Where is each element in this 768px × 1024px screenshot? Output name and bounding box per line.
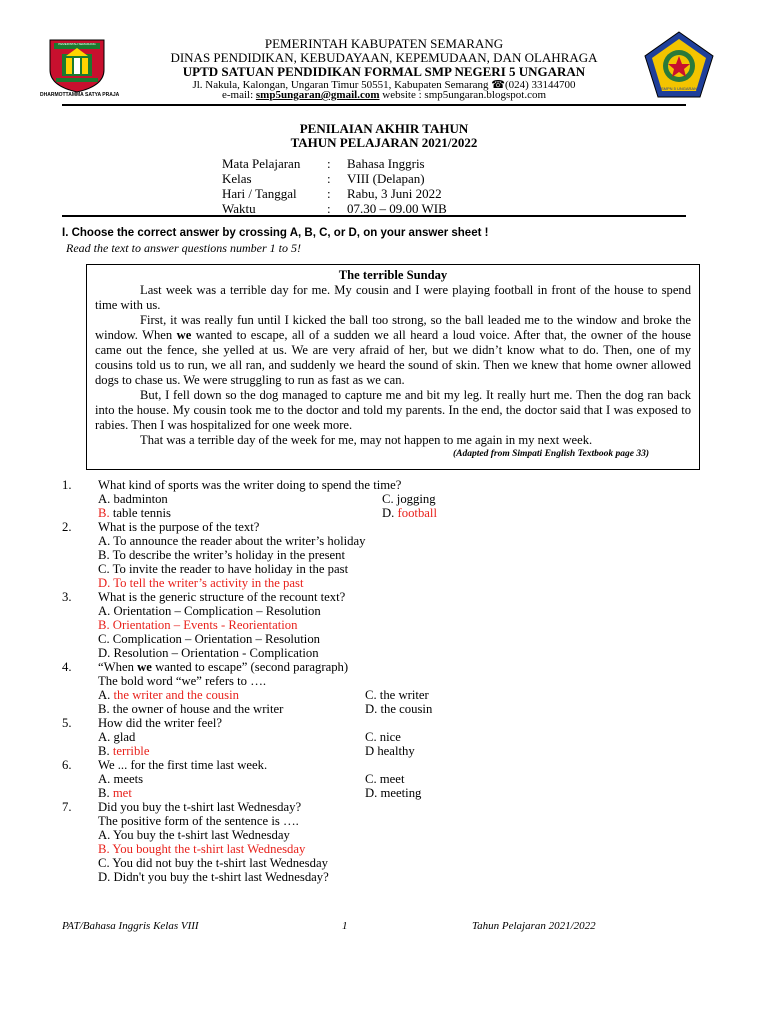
passage-paragraph-4: That was a terrible day of the week for me, may not happen to me again in my next week. [140, 433, 593, 447]
question-text [98, 660, 348, 674]
info-value: Bahasa Inggris [347, 156, 425, 171]
info-sep: : [327, 171, 331, 186]
option-c[interactable]: C. the writer [365, 688, 429, 702]
right-logo-text: SMPN 5 UNGARAN [660, 86, 697, 91]
option-row [62, 604, 682, 618]
info-row-date [222, 186, 447, 201]
option-a-correct[interactable] [98, 688, 239, 702]
passage-text-run: wanted to escape, all of a sudden we all heard a loud voice. After that, the owner of the house came out the fence, she yelled at us. We are very afraid of her, but we didn’t know what to do. Then, one of my cousins told us to run, we all ran, and suddenly we heard the sound of skin. Then we knew that home owner allowed dogs to chase us. We were struggling to run as fast as we can. [95, 328, 691, 387]
option-row [62, 828, 682, 842]
question-bold-we: we [137, 660, 152, 674]
question-number: 7. [62, 800, 72, 814]
option-row [62, 786, 682, 800]
option-row [62, 632, 682, 646]
question-number: 6. [62, 758, 72, 772]
question-text: Did you buy the t-shirt last Wednesday? [98, 800, 302, 814]
passage-title: The terrible Sunday [338, 268, 448, 282]
option-row [62, 842, 682, 856]
info-value: 07.30 – 09.00 WIB [347, 201, 447, 216]
option-a[interactable]: A. To announce the reader about the writer’s holiday [98, 534, 366, 548]
option-d[interactable]: D. meeting [365, 786, 422, 800]
option-letter: A. [98, 688, 114, 702]
left-logo-motto: DHARMOTTAMMA SATYA PRAJA [40, 92, 120, 98]
footer-left: PAT/Bahasa Inggris Kelas VIII [62, 920, 199, 932]
option-c[interactable]: C. jogging [382, 492, 436, 506]
option-c[interactable]: C. meet [365, 772, 405, 786]
question-3 [62, 590, 682, 604]
question-text: The bold word “we” refers to …. [98, 674, 267, 688]
option-text: football [397, 506, 437, 520]
option-row [62, 870, 682, 884]
question-number: 5. [62, 716, 72, 730]
question-number: 3. [62, 590, 72, 604]
passage-paragraph-3: But, I fell down so the dog managed to capture me and bit my leg. It really hurt me. Then the dog ran back into the house. My cousin took me to the doctor and told my parents. In the end, the doctor said that I was exposed to rabies. Then I was hospitalized for one week more. [95, 388, 691, 432]
question-list [62, 478, 682, 884]
option-letter: B. [98, 786, 113, 800]
question-text: What is the purpose of the text? [98, 520, 260, 534]
info-key: Mata Pelajaran [222, 156, 301, 171]
header-divider [62, 104, 686, 106]
header-school-name: UPTD SATUAN PENDIDIKAN FORMAL SMP NEGERI 5 UNGARAN [182, 64, 586, 79]
option-letter: D. [382, 506, 398, 520]
passage-text [95, 268, 691, 460]
instruction-main: I. Choose the correct answer by crossing A, B, C, or D, on your answer sheet ! [62, 227, 489, 239]
option-row [62, 576, 682, 590]
question-text: The positive form of the sentence is …. [98, 814, 299, 828]
website-text: website : smp5ungaran.blogspot.com [379, 89, 547, 101]
option-row [62, 856, 682, 870]
info-key: Hari / Tanggal [222, 186, 297, 201]
passage-bold-we: we [176, 328, 192, 342]
option-letter: B. [98, 506, 110, 520]
left-logo-banner: PEMERINTAH SEMARANG [58, 42, 96, 46]
question-6 [62, 758, 682, 772]
email-link[interactable]: smp5ungaran@gmail.com [255, 89, 380, 101]
option-d[interactable]: D. Didn't you buy the t-shirt last Wednesday? [98, 870, 329, 884]
question-number: 4. [62, 660, 72, 674]
question-text-line [62, 674, 682, 688]
exam-title: PENILAIAN AKHIR TAHUN [299, 121, 469, 136]
option-a[interactable]: A. Orientation – Complication – Resolution [98, 604, 321, 618]
header-government: PEMERINTAH KABUPATEN SEMARANG [264, 36, 504, 51]
question-1-options-row-2 [62, 506, 682, 520]
header-contact [134, 89, 634, 101]
passage-source: (Adapted from Simpati English Textbook page 33) [453, 449, 649, 459]
option-b-correct[interactable]: B. Orientation – Events - Reorientation [98, 618, 298, 632]
info-sep: : [327, 186, 331, 201]
option-d-correct[interactable] [382, 506, 437, 520]
question-text-line [62, 814, 682, 828]
option-row [62, 646, 682, 660]
question-2 [62, 520, 682, 534]
option-c[interactable]: C. You did not buy the t-shirt last Wednesday [98, 856, 328, 870]
exam-year: TAHUN PELAJARAN 2021/2022 [290, 135, 478, 150]
option-text: met [112, 786, 132, 800]
option-row [62, 702, 682, 716]
option-row [62, 772, 682, 786]
header-department: DINAS PENDIDIKAN, KEBUDAYAAN, KEPEMUDAAN, DAN OLAHRAGA [170, 50, 598, 65]
option-d[interactable]: D healthy [365, 744, 415, 758]
question-text: What is the generic structure of the recount text? [98, 590, 346, 604]
info-value: VIII (Delapan) [347, 171, 425, 186]
instruction-sub: Read the text to answer questions number 1 to 5! [66, 241, 301, 255]
option-b-correct[interactable] [98, 744, 149, 758]
question-text: We ... for the first time last week. [98, 758, 268, 772]
option-row [62, 730, 682, 744]
option-a[interactable]: A. glad [98, 730, 136, 744]
info-sep: : [327, 201, 331, 216]
info-row-subject [222, 156, 447, 171]
option-d-correct[interactable]: D. To tell the writer’s activity in the past [98, 576, 304, 590]
option-text: the writer and the cousin [113, 688, 239, 702]
info-key: Kelas [222, 171, 252, 186]
option-row [62, 562, 682, 576]
option-b[interactable]: B. To describe the writer’s holiday in the present [98, 548, 346, 562]
option-text: terrible [112, 744, 150, 758]
option-row [62, 618, 682, 632]
option-c[interactable]: C. To invite the reader to have holiday in the past [98, 562, 349, 576]
option-letter: B. [98, 744, 113, 758]
option-b-correct[interactable] [98, 786, 132, 800]
question-1 [62, 478, 682, 492]
footer-right: Tahun Pelajaran 2021/2022 [472, 920, 596, 932]
option-c[interactable]: C. Complication – Orientation – Resolution [98, 632, 321, 646]
exam-info-table [222, 156, 447, 216]
question-text: How did the writer feel? [98, 716, 223, 730]
question-5 [62, 716, 682, 730]
option-b-correct[interactable]: B. You bought the t-shirt last Wednesday [98, 842, 306, 856]
option-a[interactable]: A. You buy the t-shirt last Wednesday [98, 828, 290, 842]
header-address: Jl. Nakula, Kalongan, Ungaran Timur 50551, Kabupaten Semarang ☎(024) 33144700 [192, 79, 576, 91]
option-row [62, 688, 682, 702]
question-number: 2. [62, 520, 72, 534]
info-value: Rabu, 3 Juni 2022 [347, 186, 442, 201]
question-text-run: “When [98, 660, 138, 674]
footer-page-number: 1 [342, 920, 348, 932]
option-c[interactable]: C. nice [365, 730, 401, 744]
info-row-time [222, 201, 447, 216]
question-1-options-row-1 [62, 492, 682, 506]
option-d[interactable]: D. the cousin [365, 702, 433, 716]
passage-paragraph-1: Last week was a terrible day for me. My cousin and I were playing football in front of the house to spend time with us. [95, 283, 691, 312]
option-row [62, 534, 682, 548]
option-d[interactable]: D. Resolution – Orientation - Complication [98, 646, 319, 660]
info-row-class [222, 171, 447, 186]
option-b[interactable]: B. the owner of house and the writer [98, 702, 284, 716]
question-4 [62, 660, 682, 674]
option-b[interactable] [98, 506, 171, 520]
info-divider [62, 215, 686, 217]
question-text-run: wanted to escape” (second paragraph) [151, 660, 349, 674]
email-label: e-mail: [221, 89, 256, 101]
option-row [62, 548, 682, 562]
info-sep: : [327, 156, 331, 171]
question-text: What kind of sports was the writer doing to spend the time? [98, 478, 402, 492]
passage-text-run: First, it was really fun until I kicked the ball too strong, so the ball leaded me to the window and broke the window. When [95, 313, 691, 342]
option-row [62, 744, 682, 758]
passage-paragraph-2 [95, 313, 691, 388]
info-key: Waktu [222, 201, 256, 216]
option-text: table tennis [109, 506, 171, 520]
option-a[interactable]: A. meets [98, 772, 144, 786]
option-a[interactable]: A. badminton [98, 492, 168, 506]
question-7 [62, 800, 682, 814]
question-number: 1. [62, 478, 72, 492]
